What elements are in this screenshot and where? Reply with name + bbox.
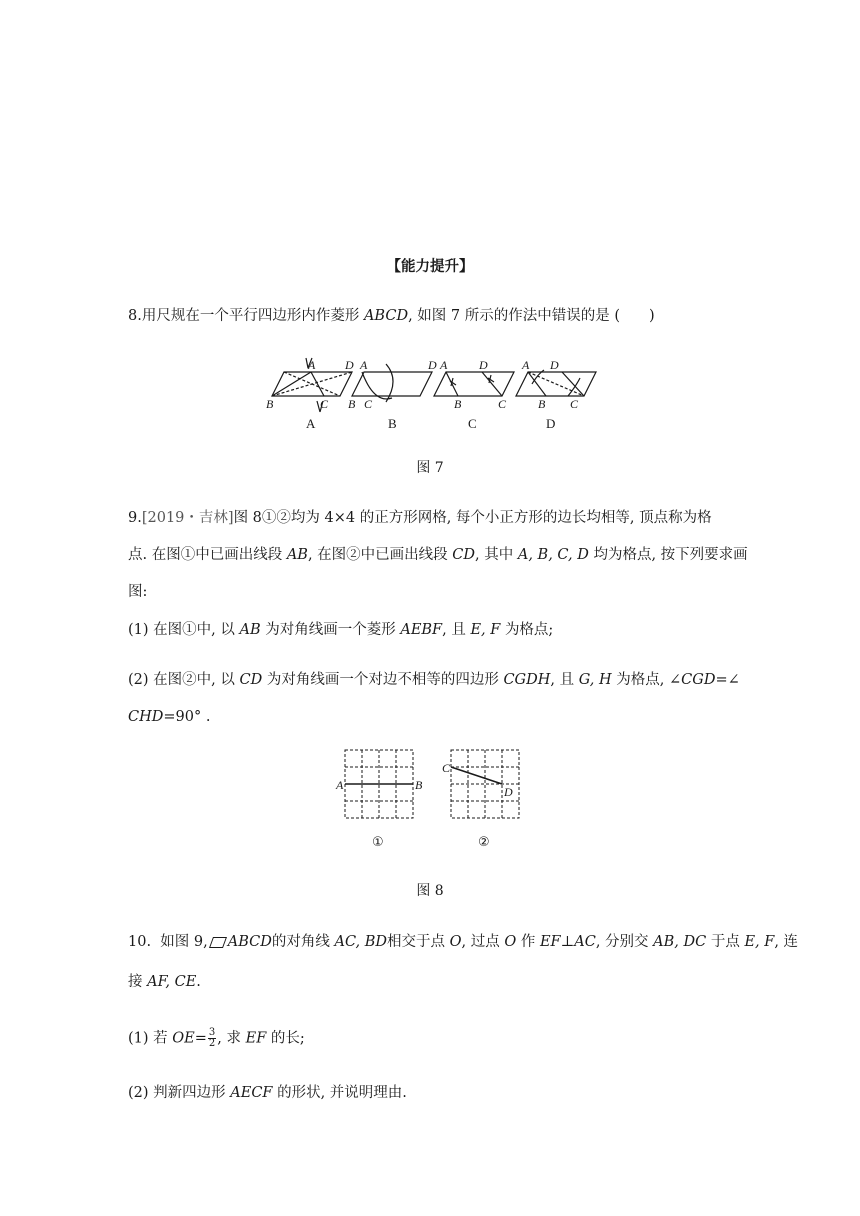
- question-9-part-1: [128, 620, 553, 640]
- q10-label: E, F: [744, 934, 775, 950]
- grid-2-caption: ②: [478, 835, 490, 850]
- q10-text-part: 作: [520, 934, 536, 950]
- question-9-source: [2019・吉林]: [141, 510, 234, 526]
- q10-text-part: =: [194, 1030, 207, 1047]
- q9-text-part: =∠: [715, 672, 740, 688]
- grid-1-caption: ①: [372, 835, 384, 850]
- grid-2: [451, 750, 519, 818]
- q9-label: AB: [286, 547, 308, 563]
- q10-text-part: , 过点: [461, 934, 500, 950]
- q9-text-part: 为格点;: [504, 622, 554, 638]
- question-8-number: 8.: [128, 308, 142, 324]
- q10-label: O: [504, 934, 517, 950]
- figure-8: [330, 744, 530, 856]
- segment-cd: [451, 767, 502, 784]
- question-8-text: [128, 306, 655, 326]
- question-10-number: 10.: [128, 934, 152, 950]
- point-c-label: C: [442, 761, 451, 775]
- question-10-part-1: [128, 1028, 305, 1049]
- fraction-3-over-2: [208, 1028, 216, 1049]
- q9-label: A, B, C, D: [517, 547, 589, 563]
- point-d-label: D: [504, 785, 513, 799]
- q9-label: CD: [239, 672, 263, 688]
- q10-text-part: 相交于点: [387, 934, 446, 950]
- q9-label: G, H: [578, 672, 612, 688]
- q10-text-part: 接: [128, 974, 143, 990]
- q10-text-part: (2) 判新四边形: [128, 1085, 226, 1101]
- question-9-line-3: 图:: [128, 584, 148, 600]
- svg-text:D: D: [479, 358, 488, 372]
- q9-text-part: =90° .: [163, 709, 211, 725]
- q10-text-part: (1) 若: [128, 1030, 168, 1047]
- svg-text:C: C: [498, 397, 507, 411]
- fraction-numerator: 3: [208, 1027, 216, 1038]
- svg-text:B: B: [454, 397, 462, 411]
- section-title: 【能力提升】: [386, 259, 474, 275]
- q9-text-part: (2) 在图②中, 以: [128, 672, 235, 688]
- question-10-line-2: [128, 972, 201, 992]
- q9-label: CD: [452, 547, 476, 563]
- q10-label: EF⊥AC: [539, 934, 596, 950]
- svg-text:A: A: [522, 358, 530, 372]
- question-9-part-2-cont: [128, 707, 210, 727]
- q10-label: AECF: [230, 1085, 273, 1101]
- figure-7: [262, 356, 602, 434]
- q10-text-part: , 连: [774, 934, 799, 950]
- q10-label: AF, CE: [147, 974, 197, 990]
- q9-label: CHD: [128, 709, 164, 725]
- q8-text-part: , 如图 7 所示的作法中错误的是 ( ): [408, 308, 655, 324]
- figure-8-caption: 图 8: [416, 883, 444, 899]
- fraction-denominator: 2: [208, 1038, 216, 1049]
- q9-text-part: , 其中: [475, 547, 514, 563]
- q9-label: AB: [239, 622, 261, 638]
- q10-label: ABCD: [227, 934, 272, 950]
- point-a-label: A: [336, 778, 344, 792]
- q10-label: AB, DC: [653, 934, 707, 950]
- q9-text-part: , 在图②中已画出线段: [307, 547, 448, 563]
- fig7-option-label: B: [388, 416, 397, 431]
- q10-label: AC, BD: [334, 934, 388, 950]
- svg-text:A: A: [440, 358, 448, 372]
- q10-text-part: 如图 9,: [160, 934, 208, 950]
- svg-text:B: B: [348, 397, 356, 411]
- q9-label: E, F: [470, 622, 501, 638]
- svg-text:C: C: [320, 397, 329, 411]
- svg-text:A: A: [360, 358, 368, 372]
- question-9-line-1: [128, 508, 712, 528]
- q9-text-part: 为格点, ∠: [616, 672, 682, 688]
- question-9-number: 9.: [128, 510, 142, 526]
- question-9-part-2: [128, 670, 740, 690]
- svg-text:C: C: [364, 397, 373, 411]
- svg-text:D: D: [345, 358, 354, 372]
- q10-text-part: 于点: [710, 934, 740, 950]
- svg-text:C: C: [570, 397, 579, 411]
- q9-label: CGD: [681, 672, 716, 688]
- svg-text:D: D: [550, 358, 559, 372]
- q9-text-part: , 且: [442, 622, 466, 638]
- q9-text-part: 图 8①②均为 4×4 的正方形网格, 每个小正方形的边长均相等, 顶点称为格: [233, 510, 712, 526]
- q9-text-part: 为对角线画一个菱形: [265, 622, 396, 638]
- q9-label: CGDH: [503, 672, 551, 688]
- fig7-option-c-drawing: [434, 372, 514, 396]
- q10-text-part: .: [196, 974, 201, 990]
- q9-text-part: 均为格点, 按下列要求画: [593, 547, 748, 563]
- q8-label: ABCD: [363, 308, 409, 324]
- svg-text:B: B: [538, 397, 546, 411]
- q9-text-part: 点. 在图①中已画出线段: [128, 547, 283, 563]
- fig7-option-label: A: [306, 416, 316, 431]
- q10-label: OE: [172, 1030, 195, 1047]
- question-9-line-2: [128, 545, 748, 565]
- q9-text-part: 为对角线画一个对边不相等的四边形: [266, 672, 499, 688]
- q10-text-part: 的对角线: [271, 934, 330, 950]
- question-10-part-2: [128, 1083, 407, 1103]
- question-10-line-1: [128, 932, 798, 952]
- q10-text-part: 的长;: [270, 1030, 305, 1047]
- q9-label: AEBF: [400, 622, 443, 638]
- svg-text:A: A: [308, 358, 316, 372]
- q10-text-part: , 分别交: [595, 934, 649, 950]
- fig7-option-d-drawing: [516, 370, 596, 396]
- q9-text-part: , 且: [550, 672, 575, 688]
- fig7-option-label: C: [468, 416, 477, 431]
- q10-label: O: [449, 934, 462, 950]
- figure-7-caption: 图 7: [416, 460, 444, 476]
- q9-text-part: (1) 在图①中, 以: [128, 622, 235, 638]
- q8-text-part: 用尺规在一个平行四边形内作菱形: [141, 308, 360, 324]
- parallelogram-icon: [209, 937, 227, 948]
- q10-label: EF: [245, 1030, 267, 1047]
- svg-text:D: D: [428, 358, 437, 372]
- q10-text-part: 的形状, 并说明理由.: [277, 1085, 407, 1101]
- fig7-option-label: D: [546, 416, 556, 431]
- svg-text:B: B: [266, 397, 274, 411]
- point-b-label: B: [415, 778, 423, 792]
- q10-text-part: , 求: [217, 1030, 241, 1047]
